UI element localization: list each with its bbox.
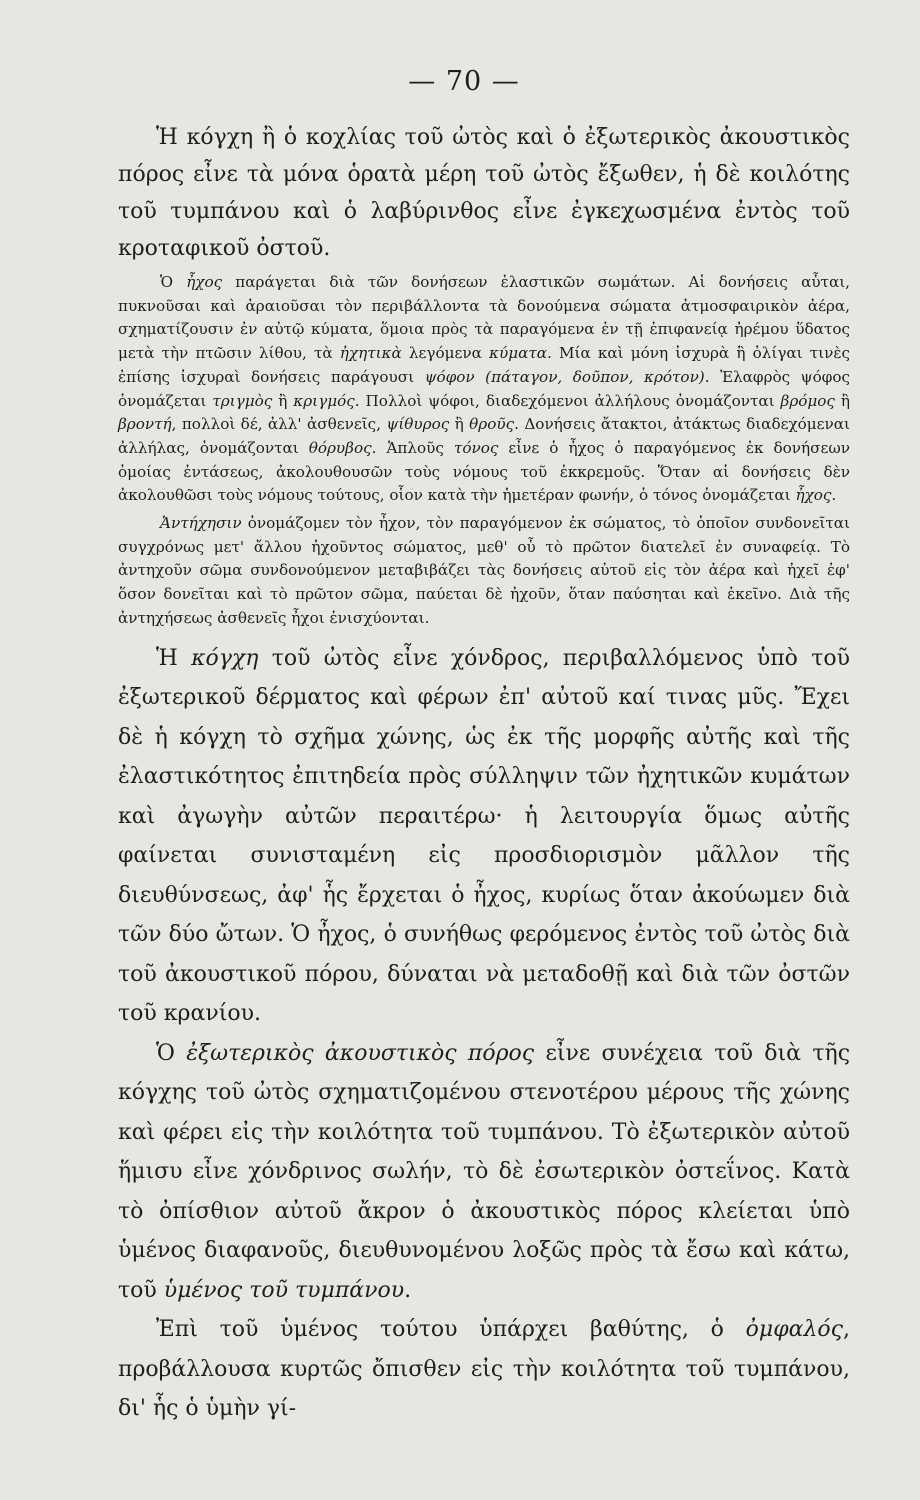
paragraph-concha: Ἡ κόγχη τοῦ ὠτὸς εἶνε χόνδρος, περιβαλλόμενος ὑπὸ τοῦ ἐξωτερικοῦ δέρματος καὶ φέρων ἐπ' αὐτοῦ καί τινας μῦς. Ἔχει δὲ ἡ κόγχη τὸ σχῆμα χώνης, ὡς ἐκ τῆς μορφῆς αὐτῆς καὶ τῆς ἐλαστικότητος ἐπιτηδεία πρὸς σύλληψιν τῶν ἠχητικῶν κυμάτων καὶ ἀγωγὴν αὐτῶν περαιτέρω· ἡ λειτουργία ὅμως αὐτῆς φαίνεται συνισταμένη εἰς προσδιορισμὸν μᾶλλον τῆς διευθύνσεως, ἀφ' ἧς ἔρχεται ὁ ἦχος, κυρίως ὅταν ἀκούωμεν διὰ τῶν δύο ὤτων. Ὁ ἦχος, ὁ συνήθως φερόμενος ἐντὸς τοῦ ὠτὸς διὰ τοῦ ἀκουστικοῦ πόρου, δύναται νὰ μεταδοθῇ καὶ διὰ τῶν ὀστῶν τοῦ κρανίου. — [118, 645, 850, 1027]
paragraph-sound-production: Ὁ ἦχος παράγεται διὰ τῶν δονήσεων ἐλαστικῶν σωμάτων. Αἱ δονήσεις αὗται, πυκνοῦσαι καὶ ἀραιοῦσαι τὸν περιβάλλοντα τὰ δονούμενα σώματα ἀτμοσφαιρικὸν ἀέρα, σχηματίζουσιν ἐν αὐτῷ κύματα, ὅμοια πρὸς τὰ παραγόμενα ἐν τῇ ἐπιφανείᾳ ἠρέμου ὕδατος μετὰ τὴν πτῶσιν λίθου, τὰ ἠχητικὰ λεγόμενα κύματα. Μία καὶ μόνη ἰσχυρὰ ἢ ὀλίγαι τινὲς ἐπίσης ἰσχυραὶ δονήσεις παράγουσι ψόφον (πάταγον, δοῦπον, κρότον). Ἐλαφρὸς ψόφος ὀνομάζεται τριγμὸς ἢ κριγμός. Πολλοὶ ψόφοι, διαδεχόμενοι ἀλλήλους ὀνομάζονται βρόμος ἢ βροντή, πολλοὶ δέ, ἀλλ' ἀσθενεῖς, ψίθυρος ἢ θροῦς. Δονήσεις ἄτακτοι, ἀτάκτως διαδεχόμεναι ἀλλήλας, ὀνομάζονται θόρυβος. Ἁπλοῦς τόνος εἶνε ὁ ἦχος ὁ παραγόμενος ἐκ δονήσεων ὁμοίας ἐντάσεως, ἀκολουθουσῶν τοὺς νόμους τοῦ ἐκκρεμοῦς. Ὅταν αἱ δονήσεις δὲν ἀκολουθῶσι τοὺς νόμους τούτους, οἷον κατὰ τὴν ἡμετέραν φωνήν, ὁ τόνος ὀνομάζεται ἦχος. — [118, 273, 851, 505]
paragraph-resonance: Ἀντήχησιν ὀνομάζομεν τὸν ἦχον, τὸν παραγόμενον ἐκ σώματος, τὸ ὁποῖον συνδονεῖται συγχρόνως μετ' ἄλλου ἠχοῦντος σώματος, μεθ' οὗ τὸ πρῶτον διατελεῖ ἐν συναφείᾳ. Τὸ ἀντηχοῦν σῶμα συνδονούμενον μεταβιβάζει τὰς δονήσεις αὐτοῦ εἰς τὸν ἀέρα καὶ ἠχεῖ ἐφ' ὅσον δονεῖται καὶ τὸ πρῶτον σῶμα, παύεται δὲ ἠχοῦν, ὅταν παύσηται καὶ ἐκεῖνο. Διὰ τῆς ἀντηχήσεως ἀσθενεῖς ἦχοι ἐνισχύονται. — [118, 514, 850, 627]
page-number: — 70 — — [408, 66, 520, 97]
paragraph-cochlea-intro: Ἡ κόγχη ἢ ὁ κοχλίας τοῦ ὠτὸς καὶ ὁ ἐξωτερικὸς ἀκουστικὸς πόρος εἶνε τὰ μόνα ὁρατὰ μέρη τοῦ ὠτὸς ἔξωθεν, ἡ δὲ κοιλότης τοῦ τυμπάνου καὶ ὁ λαβύρινθος εἶνε ἐγκεχωσμένα ἐντὸς τοῦ κροταφικοῦ ὀστοῦ. — [118, 125, 850, 261]
paragraph-umbo: Ἐπὶ τοῦ ὑμένος τούτου ὑπάρχει βαθύτης, ὁ ὀμφαλός, προβάλλουσα κυρτῶς ὄπισθεν εἰς τὴν κοιλότητα τοῦ τυμπάνου, δι' ἧς ὁ ὑμὴν γί- — [118, 1317, 850, 1422]
paragraph-external-canal: Ὁ ἐξωτερικὸς ἀκουστικὸς πόρος εἶνε συνέχεια τοῦ διὰ τῆς κόγχης τοῦ ὠτὸς σχηματιζομένου στενοτέρου μέρους τῆς χώνης καὶ φέρει εἰς τὴν κοιλότητα τοῦ τυμπάνου. Τὸ ἐξωτερικὸν αὐτοῦ ἥμισυ εἶνε χόνδρινος σωλήν, τὸ δὲ ἐσωτερικὸν ὀστεΐνος. Κατὰ τὸ ὀπίσθιον αὐτοῦ ἄκρον ὁ ἀκουστικὸς πόρος κλείεται ὑπὸ ὑμένος διαφανοῦς, διευθυνομένου λοξῶς πρὸς τὰ ἔσω καὶ κάτω, τοῦ ὑμένος τοῦ τυμπάνου. — [118, 1040, 851, 1303]
